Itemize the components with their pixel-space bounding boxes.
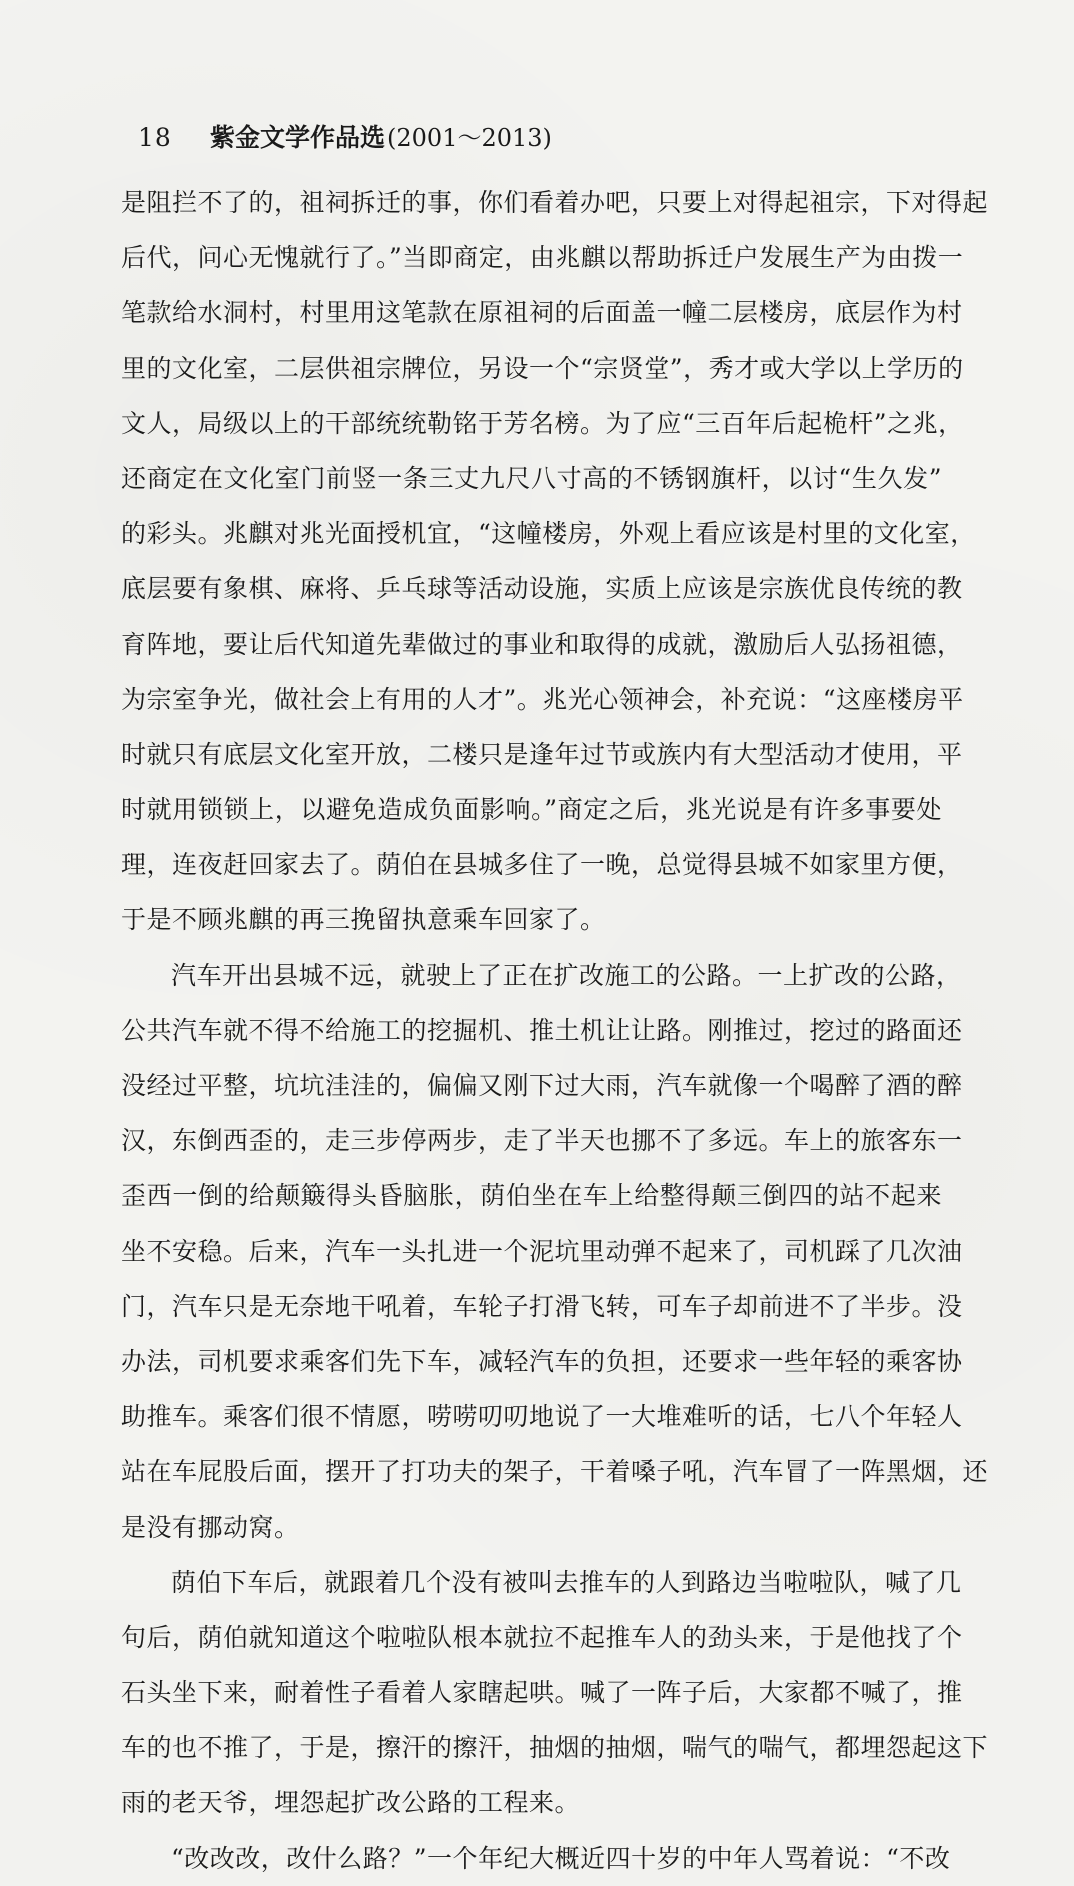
page-header bbox=[138, 118, 552, 158]
text-line: 里的文化室，二层供祖宗牌位，另设一个“宗贤堂”，秀才或大学以上学历的 bbox=[121, 353, 964, 383]
text-line: 句后，荫伯就知道这个啦啦队根本就拉不起推车人的劲头来，于是他找了个 bbox=[121, 1622, 963, 1652]
text-line: 坐不安稳。后来，汽车一头扎进一个泥坑里动弹不起来了，司机踩了几次油 bbox=[121, 1236, 963, 1266]
text-line: 雨的老天爷，埋怨起扩改公路的工程来。 bbox=[121, 1788, 581, 1818]
text-line: 站在车屁股后面，摆开了打功夫的架子，干着嗓子吼，汽车冒了一阵黑烟，还 bbox=[121, 1457, 989, 1487]
text-line: 底层要有象棋、麻将、乒乓球等活动设施，实质上应该是宗族优良传统的教 bbox=[121, 574, 963, 604]
text-line: 汉，东倒西歪的，走三步停两步，走了半天也挪不了多远。车上的旅客东一 bbox=[121, 1126, 963, 1156]
text-line: 理，连夜赶回家去了。荫伯在县城多住了一晚，总觉得县城不如家里方便， bbox=[121, 850, 963, 880]
text-line: 车的也不推了，于是，擦汗的擦汗，抽烟的抽烟，喘气的喘气，都埋怨起这下 bbox=[121, 1733, 989, 1763]
text-line: 歪西一倒的给颠簸得头昏脑胀，荫伯坐在车上给整得颠三倒四的站不起来 bbox=[121, 1181, 942, 1211]
text-line: 没经过平整，坑坑洼洼的，偏偏又刚下过大雨，汽车就像一个喝醉了酒的醉 bbox=[121, 1071, 963, 1100]
text-line: 公共汽车就不得不给施工的挖掘机、推土机让让路。刚推过，挖过的路面还 bbox=[121, 1015, 963, 1045]
text-line: 时就用锁锁上，以避免造成负面影响。”商定之后，兆光说是有许多事要处 bbox=[121, 795, 942, 825]
text-line: 笔款给水洞村，村里用这笔款在原祖祠的后面盖一幢二层楼房，底层作为村 bbox=[121, 298, 963, 328]
body-text bbox=[121, 175, 989, 1886]
text-line: 汽车开出县城不远，就驶上了正在扩改施工的公路。一上扩改的公路， bbox=[171, 960, 962, 990]
text-line: 是没有挪动窝。 bbox=[121, 1512, 300, 1542]
text-line: 为宗室争光，做社会上有用的人才”。兆光心领神会，补充说：“这座楼房平 bbox=[121, 684, 964, 714]
text-line: 门，汽车只是无奈地干吼着，车轮子打滑飞转，可车子却前进不了半步。没 bbox=[121, 1291, 963, 1321]
text-line: 的彩头。兆麒对兆光面授机宜，“这幢楼房，外观上看应该是村里的文化室， bbox=[121, 519, 976, 549]
text-line: 文人，局级以上的干部统统勒铭于芳名榜。为了应“三百年后起桅杆”之兆， bbox=[121, 408, 964, 438]
book-title: 紫金文学作品选 bbox=[210, 123, 386, 152]
text-line: 时就只有底层文化室开放，二楼只是逢年过节或族内有大型活动才使用，平 bbox=[121, 739, 963, 769]
text-line: 是阻拦不了的，祖祠拆迁的事，你们看着办吧，只要上对得起祖宗，下对得起 bbox=[121, 188, 989, 217]
text-line: 荫伯下车后，就跟着几个没有被叫去推车的人到路边当啦啦队，喊了几 bbox=[171, 1567, 962, 1597]
text-line: 还商定在文化室门前竖一条三丈九尺八寸高的不锈钢旗杆，以讨“生久发” bbox=[121, 463, 942, 493]
text-line: 于是不顾兆麒的再三挽留执意乘车回家了。 bbox=[121, 905, 606, 935]
text-line: 后代，问心无愧就行了。”当即商定，由兆麒以帮助拆迁户发展生产为由拨一 bbox=[121, 243, 964, 273]
page-number: 18 bbox=[138, 123, 172, 152]
text-line: “改改改，改什么路？”一个年纪大概近四十岁的中年人骂着说：“不改 bbox=[171, 1843, 951, 1873]
text-line: 育阵地，要让后代知道先辈做过的事业和取得的成就，激励后人弘扬祖德， bbox=[121, 629, 963, 659]
text-line: 助推车。乘客们很不情愿，唠唠叨叨地说了一大堆难听的话，七八个年轻人 bbox=[121, 1402, 963, 1432]
text-line: 石头坐下来，耐着性子看着人家瞎起哄。喊了一阵子后，大家都不喊了，推 bbox=[121, 1678, 963, 1708]
book-years: (2001～2013) bbox=[387, 124, 552, 152]
text-line: 办法，司机要求乘客们先下车，减轻汽车的负担，还要求一些年轻的乘客协 bbox=[121, 1346, 963, 1376]
